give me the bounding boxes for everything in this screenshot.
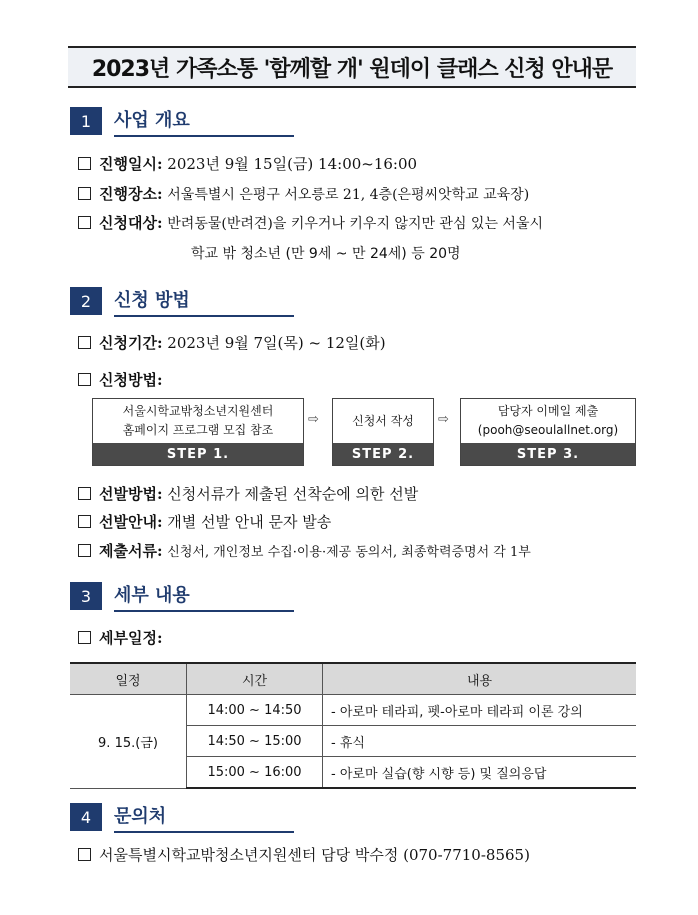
step-2 (332, 398, 434, 466)
step-text: 서울시학교밖청소년지원센터 (122, 404, 274, 418)
checkbox-icon (78, 544, 91, 557)
section-header-detail (70, 579, 294, 613)
step-label: STEP 1. (93, 443, 303, 465)
checkbox-icon (78, 373, 91, 386)
field-label: 세부일정: (99, 629, 163, 647)
overview-target-cont: 학교 밖 청소년 (만 9세 ~ 만 24세) 등 20명 (191, 246, 461, 262)
step-text: 담당자 이메일 제출 (497, 404, 599, 418)
step-text: (pooh@seoulallnet.org) (477, 423, 619, 437)
column-header: 일정 (70, 663, 187, 695)
checkbox-icon (78, 848, 91, 861)
apply-method (78, 369, 163, 390)
overview-target (78, 212, 543, 233)
checkbox-icon (78, 336, 91, 349)
section-label: 신청 방법 (114, 286, 294, 317)
time-cell: 14:00 ~ 14:50 (187, 695, 323, 726)
column-header: 시간 (187, 663, 323, 695)
page-title: 2023년 가족소통 '함께할 개' 원데이 클래스 신청 안내문 (68, 46, 636, 88)
checkbox-icon (78, 157, 91, 170)
section-number: 4 (70, 803, 102, 831)
checkbox-icon (78, 631, 91, 644)
section-header-contact (70, 800, 294, 834)
checkbox-icon (78, 187, 91, 200)
checkbox-icon (78, 515, 91, 528)
content-cell: - 아로마 실습(향 시향 등) 및 질의응답 (323, 757, 637, 789)
field-label: 제출서류: (99, 542, 163, 560)
field-label: 신청기간: (99, 334, 163, 352)
field-value: 2023년 9월 7일(목) ~ 12일(화) (167, 334, 386, 352)
field-value: 2023년 9월 15일(금) 14:00~16:00 (167, 155, 418, 173)
arrow-right-icon: ⇨ (438, 412, 449, 427)
section-number: 3 (70, 582, 102, 610)
detail-schedule (78, 627, 163, 648)
step-text: 신청서 작성 (352, 413, 414, 428)
checkbox-icon (78, 216, 91, 229)
section-number: 2 (70, 287, 102, 315)
section-header-apply (70, 284, 294, 318)
time-cell: 14:50 ~ 15:00 (187, 726, 323, 757)
content-cell: - 아로마 테라피, 펫-아로마 테라피 이론 강의 (323, 695, 637, 726)
contact-info (78, 844, 530, 865)
time-cell: 15:00 ~ 16:00 (187, 757, 323, 789)
table-header-row (70, 663, 636, 695)
field-value: 서울특별시 은평구 서오릉로 21, 4층(은평씨앗학교 교육장) (167, 187, 530, 203)
section-header-overview (70, 104, 294, 138)
section-label: 문의처 (114, 802, 294, 833)
step-1 (92, 398, 304, 466)
checkbox-icon (78, 487, 91, 500)
field-value: 신청서, 개인정보 수집·이용·제공 동의서, 최종학력증명서 각 1부 (167, 545, 531, 560)
section-label: 세부 내용 (114, 581, 294, 612)
schedule-table (70, 662, 636, 789)
overview-date (78, 153, 417, 174)
arrow-right-icon: ⇨ (308, 412, 319, 427)
content-cell: - 휴식 (323, 726, 637, 757)
column-header: 내용 (323, 663, 637, 695)
apply-docs (78, 540, 531, 561)
field-value: 신청서류가 제출된 선착순에 의한 선발 (167, 485, 419, 503)
step-3 (460, 398, 636, 466)
step-text: 홈페이지 프로그램 모집 참조 (122, 423, 274, 437)
apply-notice (78, 511, 331, 532)
field-value: 반려동물(반려견)을 키우거나 키우지 않지만 관심 있는 서울시 (167, 216, 544, 232)
table-row (70, 695, 636, 726)
step-flow (92, 398, 637, 468)
field-label: 진행장소: (99, 185, 163, 203)
step-label: STEP 2. (333, 443, 433, 465)
field-label: 진행일시: (99, 155, 163, 173)
step-label: STEP 3. (461, 443, 635, 465)
field-label: 신청대상: (99, 214, 163, 232)
contact-value: 서울특별시학교밖청소년지원센터 담당 박수정 (070-7710-8565) (99, 846, 530, 864)
field-label: 신청방법: (99, 371, 163, 389)
overview-place (78, 183, 529, 204)
field-value: 개별 선발 안내 문자 발송 (167, 513, 332, 531)
section-number: 1 (70, 107, 102, 135)
apply-select (78, 483, 418, 504)
date-cell: 9. 15.(금) (70, 695, 187, 789)
field-label: 선발안내: (99, 513, 163, 531)
apply-period (78, 332, 386, 353)
section-label: 사업 개요 (114, 106, 294, 137)
field-label: 선발방법: (99, 485, 163, 503)
